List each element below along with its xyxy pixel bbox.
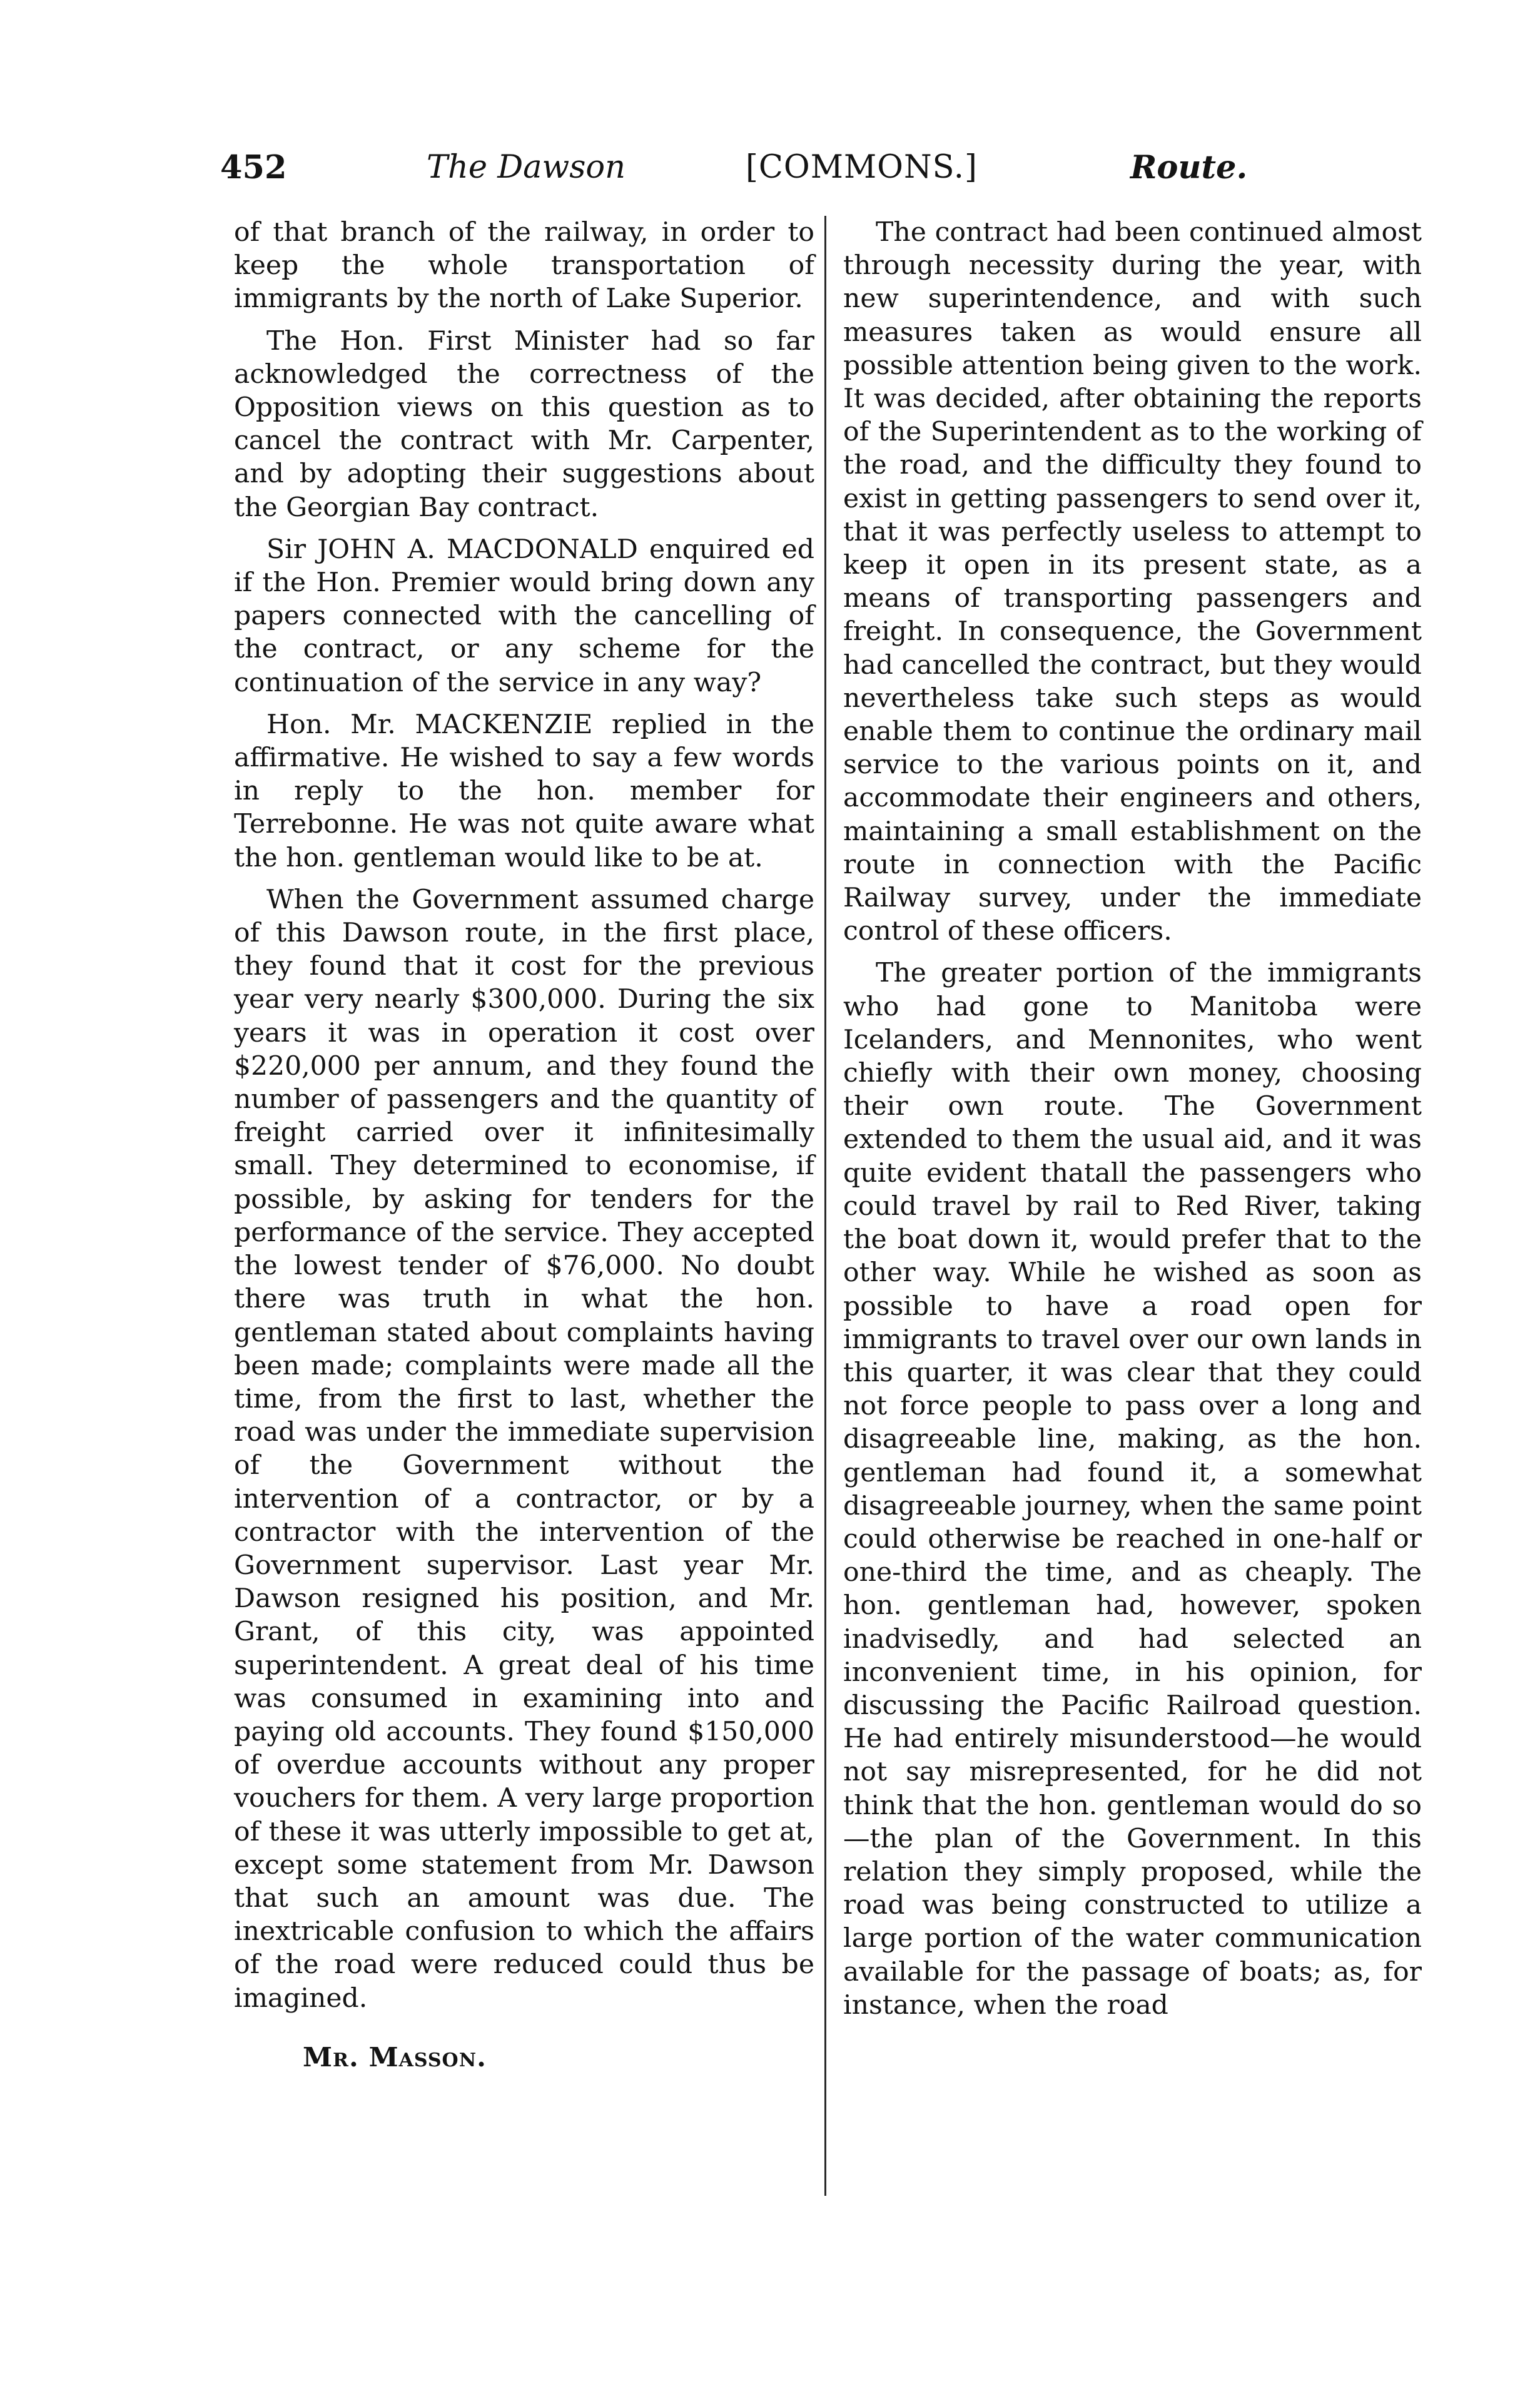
right-column [843,216,1422,2022]
paragraph: Sir JOHN A. MACDONALD enquired ed if the Hon. Premier would bring down any papers connected with the cancelling of the contract, or any scheme for the continuation of the service in any way? [234,534,814,698]
paragraph: The Hon. First Minister had so far acknowledged the correctness of the Opposition views on this question as to cancel the contract with Mr. Carpenter, and by adopting their suggestions about the Georgian Bay contract. [234,325,814,523]
left-column [234,216,814,2074]
header-center-title: [COMMONS.] [746,149,978,186]
running-header [220,149,1421,199]
paragraph: When the Government assumed charge of this Dawson route, in the first place, they found that it cost for the previous year very nearly $300,000. During the six years it was in operation it cost over $220,000 per annum, and they found the number of passengers and the quantity of freight carried over it infinitesimally small. They determined to economise, if possible, by asking for tenders for the performance of the service. They accepted the lowest tender of $76,000. No doubt there was truth in what the hon. gentleman stated about complaints having been made; complaints were made all the time, from the first to last, whether the road was under the immediate supervision of the Government without the intervention of a contractor, or by a contractor with the intervention of the Government supervisor. Last year Mr. Dawson resigned his position, and Mr. Grant, of this city, was appointed superintendent. A great deal of his time was consumed in examining into and paying old accounts. They found $150,000 of overdue accounts without any proper vouchers for them. A very large proportion of these it was utterly impossible to get at, except some statement from Mr. Dawson that such an amount was due. The inextricable confusion to which the affairs of the road were reduced could thus be imagined. [234,884,814,2014]
column-divider [824,216,826,2196]
paragraph: of that branch of the railway, in order to keep the whole transportation of immigrants by the north of Lake Superior. [234,217,814,315]
page-number: 452 [220,149,287,186]
header-right-title: Route. [1130,149,1248,186]
speaker-attribution: Mr. Masson. [303,2041,487,2073]
paragraph: The greater portion of the immigrants who had gone to Manitoba were Icelanders, and Mennonites, who went chiefly with their own money, choosing their own route. The Government extended to them the usual aid, and it was quite evident thatall the passengers who could travel by rail to Red River, taking the boat down it, would prefer that to the other way. While he wished as soon as possible to have a road open for immigrants to travel over our own lands in this quarter, it was clear that they could not force people to pass over a long and disagreeable line, making, as the hon. gentleman had found it, a somewhat disagreeable journey, when the same point could otherwise be reached in one-half or one-third the time, and as cheaply. The hon. gentleman had, however, spoken inadvisedly, and had selected an inconvenient time, in his opinion, for discussing the Pacific Railroad question. He had entirely misunderstood—he would not say misrepresented, for he did not think that the hon. gentleman would do so—the plan of the Government. In this relation they simply proposed, while the road was being constructed to utilize a large portion of the water communication available for the passage of boats; as, for instance, when the road [843,958,1422,2021]
paragraph: The contract had been continued almost through necessity during the year, with new superintendence, and with such measures taken as would ensure all possible attention being given to the work. It was decided, after obtaining the reports of the Superintendent as to the working of the road, and the difficulty they found to exist in getting passengers to send over it, that it was perfectly useless to attempt to keep it open in its present state, as a means of transporting passengers and freight. In consequence, the Government had cancelled the contract, but they would nevertheless take such steps as would enable them to continue the ordinary mail service to the various points on it, and accommodate their engineers and others, maintaining a small establishment on the route in connection with the Pacific Railway survey, under the immediate control of these officers. [843,217,1422,947]
header-left-title: The Dawson [427,149,626,186]
paragraph: Hon. Mr. MACKENZIE replied in the affirmative. He wished to say a few words in reply to the hon. member for Terrebonne. He was not quite aware what the hon. gentleman would like to be at. [234,709,814,873]
